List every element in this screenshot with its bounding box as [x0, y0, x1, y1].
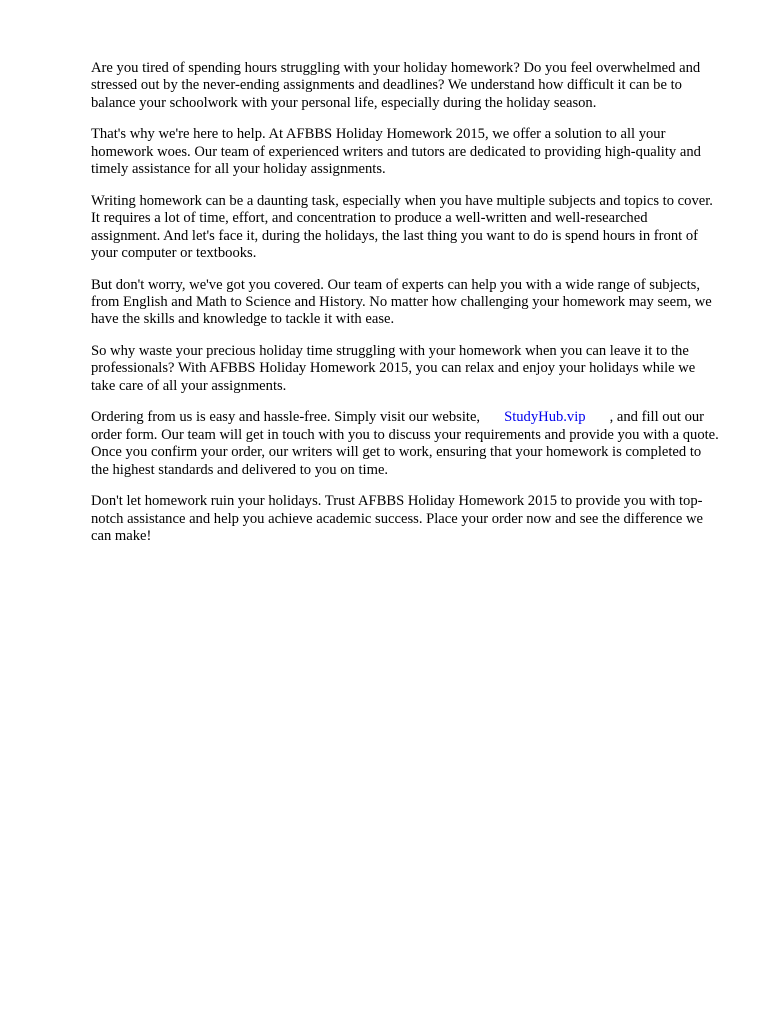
studyhub-link[interactable]: StudyHub.vip	[504, 409, 586, 426]
paragraph-experts: But don't worry, we've got you covered. Our team of experts can help you with a wide range of subjects, from English and Math to Science and History. No matter how challenging your homework may seem, we have the skills and knowledge to tackle it with ease.	[91, 276, 712, 328]
paragraph-help: That's why we're here to help. At AFBBS Holiday Homework 2015, we offer a solution to all your homework woes. Our team of experienced writers and tutors are dedicated to providing high-quality and timely assistance for all your holiday assignments.	[91, 126, 701, 178]
paragraph-writing: Writing homework can be a daunting task, especially when you have multiple subjects and topics to cover. It requires a lot of time, effort, and concentration to produce a well-written and well-researched assignment. And let's face it, during the holidays, the last thing you want to do is spend hours in front of your computer or textbooks.	[91, 192, 713, 262]
ordering-text-before: Ordering from us is easy and hassle-free. Simply visit our website,	[91, 409, 481, 426]
ordering-text-after: , and fill out our order form. Our team will get in touch with you to discuss your requirements and provide you with a quote. Once you confirm your order, our writers will get to work, ensuring that your homework is completed to the highest standards and delivered to you on time.	[91, 409, 719, 478]
paragraph-closing: Don't let homework ruin your holidays. Trust AFBBS Holiday Homework 2015 to provide you with top-notch assistance and help you achieve academic success. Place your order now and see the difference we can make!	[91, 493, 704, 545]
paragraph-ordering	[91, 409, 719, 479]
paragraph-professionals: So why waste your precious holiday time struggling with your homework when you can leave it to the professionals? With AFBBS Holiday Homework 2015, you can relax and enjoy your holidays while we take care of all your assignments.	[91, 343, 696, 394]
document-body	[91, 60, 719, 560]
paragraph-intro: Are you tired of spending hours struggling with your holiday homework? Do you feel overwhelmed and stressed out by the never-ending assignments and deadlines? We understand how difficult it can be to balance your schoolwork with your personal life, especially during the holiday season.	[91, 60, 701, 111]
